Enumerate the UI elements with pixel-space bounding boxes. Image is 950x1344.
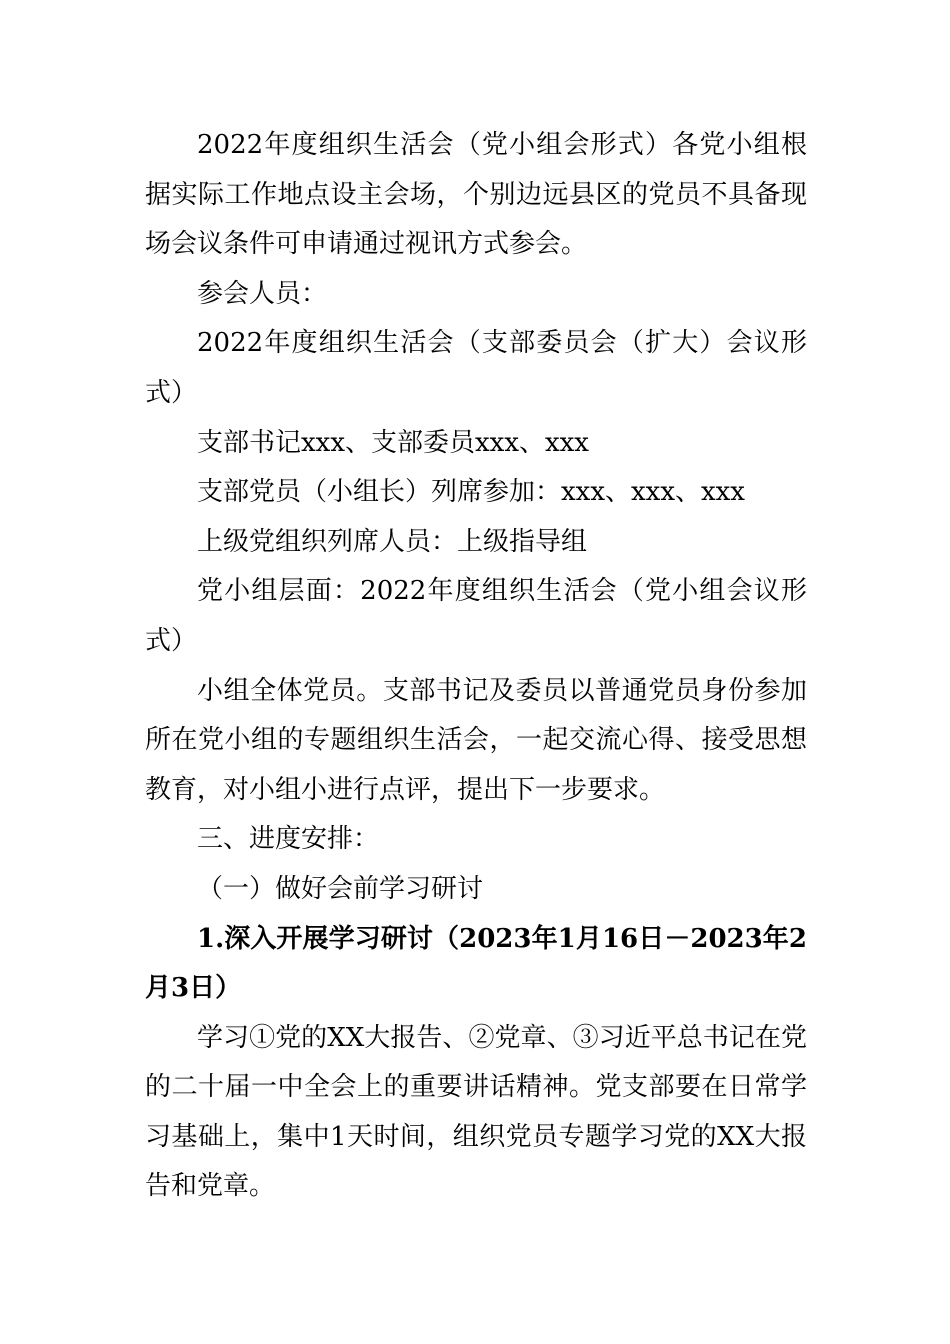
paragraph-study-content: 学习①党的XX大报告、②党章、③习近平总书记在党的二十届一中全会上的重要讲话精神。党支部要在日常学习基础上，集中1天时间，组织党员专题学习党的XX大报告和党章。 — [145, 1022, 807, 1202]
paragraph-branch-secretary: 支部书记xxx、支部委员xxx、xxx — [197, 427, 589, 458]
item-heading-study-period: 1.深入开展学习研讨（2023年1月16日－2023年2月3日） — [145, 923, 807, 1004]
paragraph-all-members: 小组全体党员。支部书记及委员以普通党员身份参加所在党小组的专题组织生活会，一起交流心得、接受思想教育，对小组小进行点评，提出下一步要求。 — [145, 675, 807, 805]
section-heading-schedule: 三、进度安排： — [197, 824, 380, 855]
subsection-heading-study: （一）做好会前学习研讨 — [197, 873, 484, 904]
paragraph-meeting-venue: 2022年度组织生活会（党小组会形式）各党小组根据实际工作地点设主会场，个别边远县区的党员不具备现场会议条件可申请通过视讯方式参会。 — [145, 130, 807, 260]
paragraph-branch-committee-format: 2022年度组织生活会（支部委员会（扩大）会议形式） — [145, 328, 807, 408]
paragraph-group-leaders: 支部党员（小组长）列席参加：xxx、xxx、xxx — [197, 477, 745, 508]
paragraph-superior-attendees: 上级党组织列席人员：上级指导组 — [197, 526, 588, 557]
paragraph-group-level: 党小组层面：2022年度组织生活会（党小组会议形式） — [145, 576, 807, 656]
paragraph-attendees-heading: 参会人员： — [197, 278, 328, 309]
document-page — [145, 121, 807, 1212]
